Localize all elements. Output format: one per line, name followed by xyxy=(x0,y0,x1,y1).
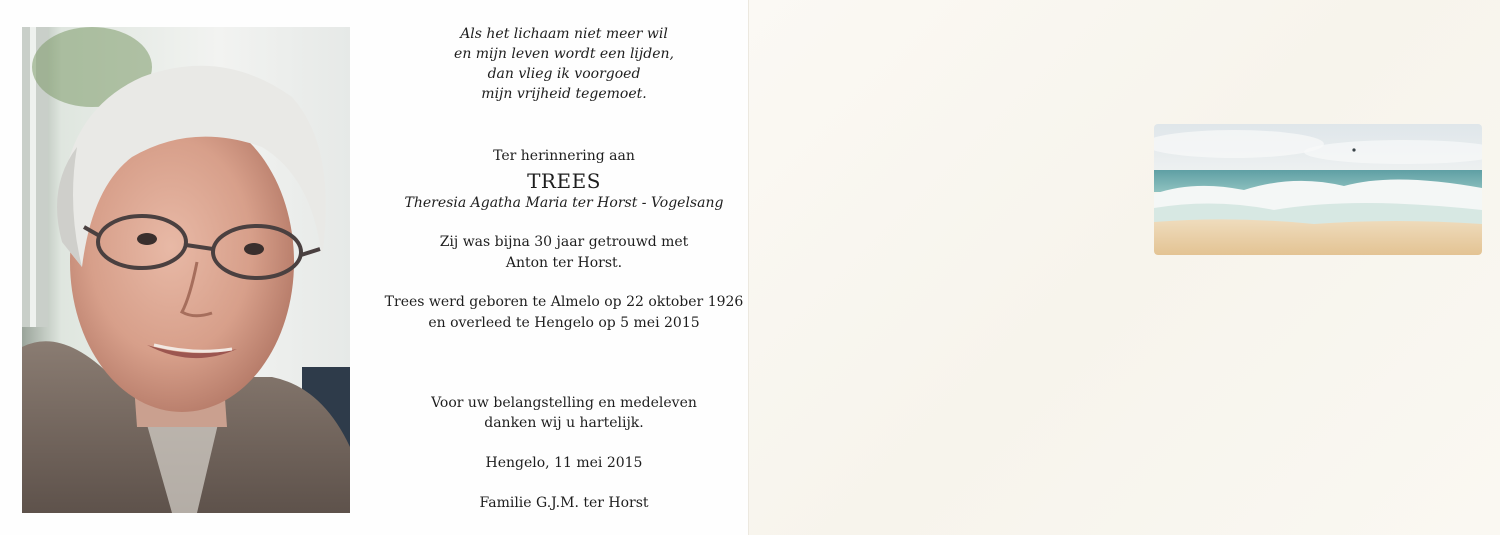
portrait-photo xyxy=(22,27,350,513)
poem-line-2: en mijn leven wordt een lijden, xyxy=(454,46,674,62)
card-right-panel xyxy=(748,0,1500,535)
deceased-name: TREES xyxy=(527,169,601,193)
died-line: en overleed te Hengelo op 5 mei 2015 xyxy=(428,315,700,331)
poem-line-3: dan vlieg ik voorgoed xyxy=(487,66,641,82)
married-line-1: Zij was bijna 30 jaar getrouwd met xyxy=(439,234,689,250)
poem-line-4: mijn vrijheid tegemoet. xyxy=(481,86,647,102)
married-line-2: Anton ter Horst. xyxy=(505,255,623,271)
born-line: Trees werd geboren te Almelo op 22 oktober 1926 xyxy=(384,294,744,310)
poem-line-1: Als het lichaam niet meer wil xyxy=(460,26,668,42)
place-date: Hengelo, 11 mei 2015 xyxy=(485,455,643,471)
memorial-intro: Ter herinnering aan xyxy=(493,148,635,164)
memorial-text xyxy=(375,0,753,535)
thanks-line-1: Voor uw belangstelling en medeleven xyxy=(431,395,697,411)
family-signature: Familie G.J.M. ter Horst xyxy=(479,495,649,511)
thanks-line-2: danken wij u hartelijk. xyxy=(484,415,644,431)
beach-photo xyxy=(1154,124,1482,255)
deceased-full-name: Theresia Agatha Maria ter Horst - Vogelsang xyxy=(404,195,724,211)
